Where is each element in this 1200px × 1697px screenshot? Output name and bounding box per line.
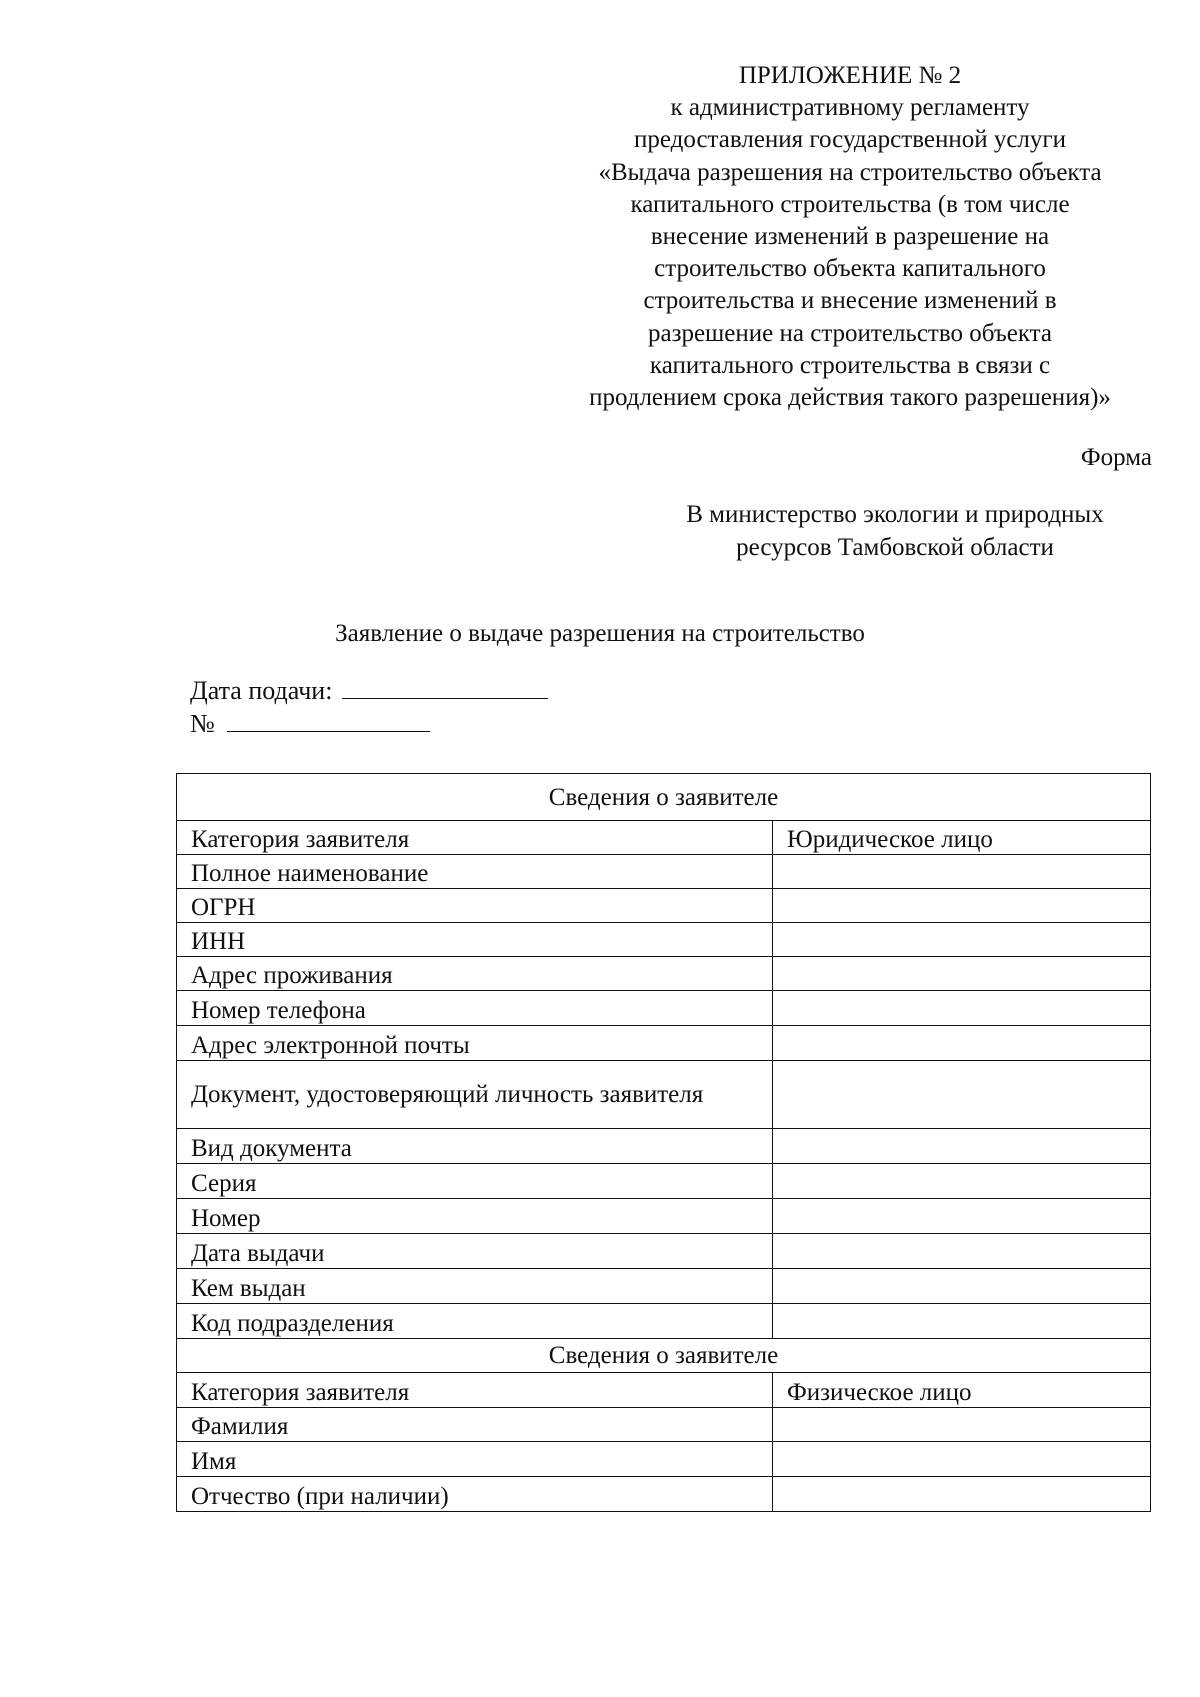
table-row [177, 1269, 1151, 1304]
appendix-line: разрешение на строительство объекта [647, 319, 1053, 347]
table-row [177, 1061, 1151, 1129]
table-row [177, 1408, 1151, 1442]
category-value: Физическое лицо [773, 1373, 1151, 1408]
value-cell[interactable] [773, 855, 1151, 889]
category-label: Категория заявителя [177, 1373, 773, 1408]
appendix-title: ПРИЛОЖЕНИЕ № 2 [738, 62, 962, 89]
table-row [177, 889, 1151, 923]
table-row [177, 1164, 1151, 1199]
appendix-line: к административному регламенту [670, 94, 1030, 122]
value-cell[interactable] [773, 1269, 1151, 1304]
section-header-legal: Сведения о заявителе [177, 774, 1151, 821]
appendix-line: капитального строительства в связи с [649, 351, 1051, 379]
row-label: Код подразделения [177, 1304, 773, 1339]
appendix-header [540, 60, 1160, 414]
row-label: Кем выдан [177, 1269, 773, 1304]
table-row [177, 923, 1151, 957]
row-label: Серия [177, 1164, 773, 1199]
row-label: Фамилия [177, 1408, 773, 1442]
row-label: Полное наименование [177, 855, 773, 889]
row-label: Имя [177, 1442, 773, 1477]
value-cell[interactable] [773, 1129, 1151, 1164]
category-value: Юридическое лицо [773, 821, 1151, 855]
value-cell[interactable] [773, 1442, 1151, 1477]
submission-date-label: Дата подачи: [190, 676, 333, 705]
recipient-line: ресурсов Тамбовской области [736, 534, 1054, 561]
value-cell[interactable] [773, 1026, 1151, 1061]
value-cell[interactable] [773, 1234, 1151, 1269]
row-label: Вид документа [177, 1129, 773, 1164]
section-header-individual: Сведения о заявителе [177, 1339, 1151, 1373]
value-cell[interactable] [773, 1199, 1151, 1234]
category-label: Категория заявителя [177, 821, 773, 855]
table-row [177, 1199, 1151, 1234]
appendix-line: капитального строительства (в том числе [630, 190, 1070, 218]
table-row [177, 1129, 1151, 1164]
section-header-row [177, 774, 1151, 821]
appendix-line: продлением срока действия такого разрешения)» [589, 384, 1111, 412]
value-cell[interactable] [773, 1164, 1151, 1199]
appendix-line: предоставления государственной услуги [633, 126, 1067, 154]
recipient-block [640, 498, 1150, 564]
table-row [177, 1026, 1151, 1061]
table-row [177, 1373, 1151, 1408]
document-title: Заявление о выдаче разрешения на строительство [335, 620, 865, 647]
table-row [177, 1477, 1151, 1512]
appendix-line: внесение изменений в разрешение на [650, 223, 1050, 251]
row-label: Документ, удостоверяющий личность заявителя [177, 1061, 773, 1129]
value-cell[interactable] [773, 923, 1151, 957]
appendix-line: «Выдача разрешения на строительство объекта [598, 158, 1102, 186]
appendix-line: строительство объекта капитального [654, 255, 1046, 283]
row-label: Отчество (при наличии) [177, 1477, 773, 1512]
recipient-line: В министерство экологии и природных [686, 501, 1104, 528]
table-row [177, 1234, 1151, 1269]
table-row [177, 1304, 1151, 1339]
table-row [177, 957, 1151, 991]
applicant-info-table [176, 773, 1151, 1512]
row-label: Номер телефона [177, 991, 773, 1026]
table-row [177, 1442, 1151, 1477]
value-cell[interactable] [773, 991, 1151, 1026]
value-cell[interactable] [773, 957, 1151, 991]
row-label: ИНН [177, 923, 773, 957]
section-header-row [177, 1339, 1151, 1373]
value-cell[interactable] [773, 1477, 1151, 1512]
row-label: Номер [177, 1199, 773, 1234]
table-row [177, 855, 1151, 889]
submission-number [190, 709, 430, 739]
value-cell[interactable] [773, 889, 1151, 923]
value-cell[interactable] [773, 1304, 1151, 1339]
form-label: Форма [1080, 444, 1152, 471]
table-row [177, 821, 1151, 855]
submission-number-label: № [190, 709, 215, 738]
row-label: Адрес электронной почты [177, 1026, 773, 1061]
appendix-line: строительства и внесение изменений в [643, 287, 1057, 315]
value-cell[interactable] [773, 1061, 1151, 1129]
submission-number-blank[interactable] [227, 709, 430, 732]
submission-date-blank[interactable] [342, 676, 548, 699]
row-label: Дата выдачи [177, 1234, 773, 1269]
submission-date [190, 676, 548, 706]
value-cell[interactable] [773, 1408, 1151, 1442]
row-label: Адрес проживания [177, 957, 773, 991]
table-row [177, 991, 1151, 1026]
row-label: ОГРН [177, 889, 773, 923]
